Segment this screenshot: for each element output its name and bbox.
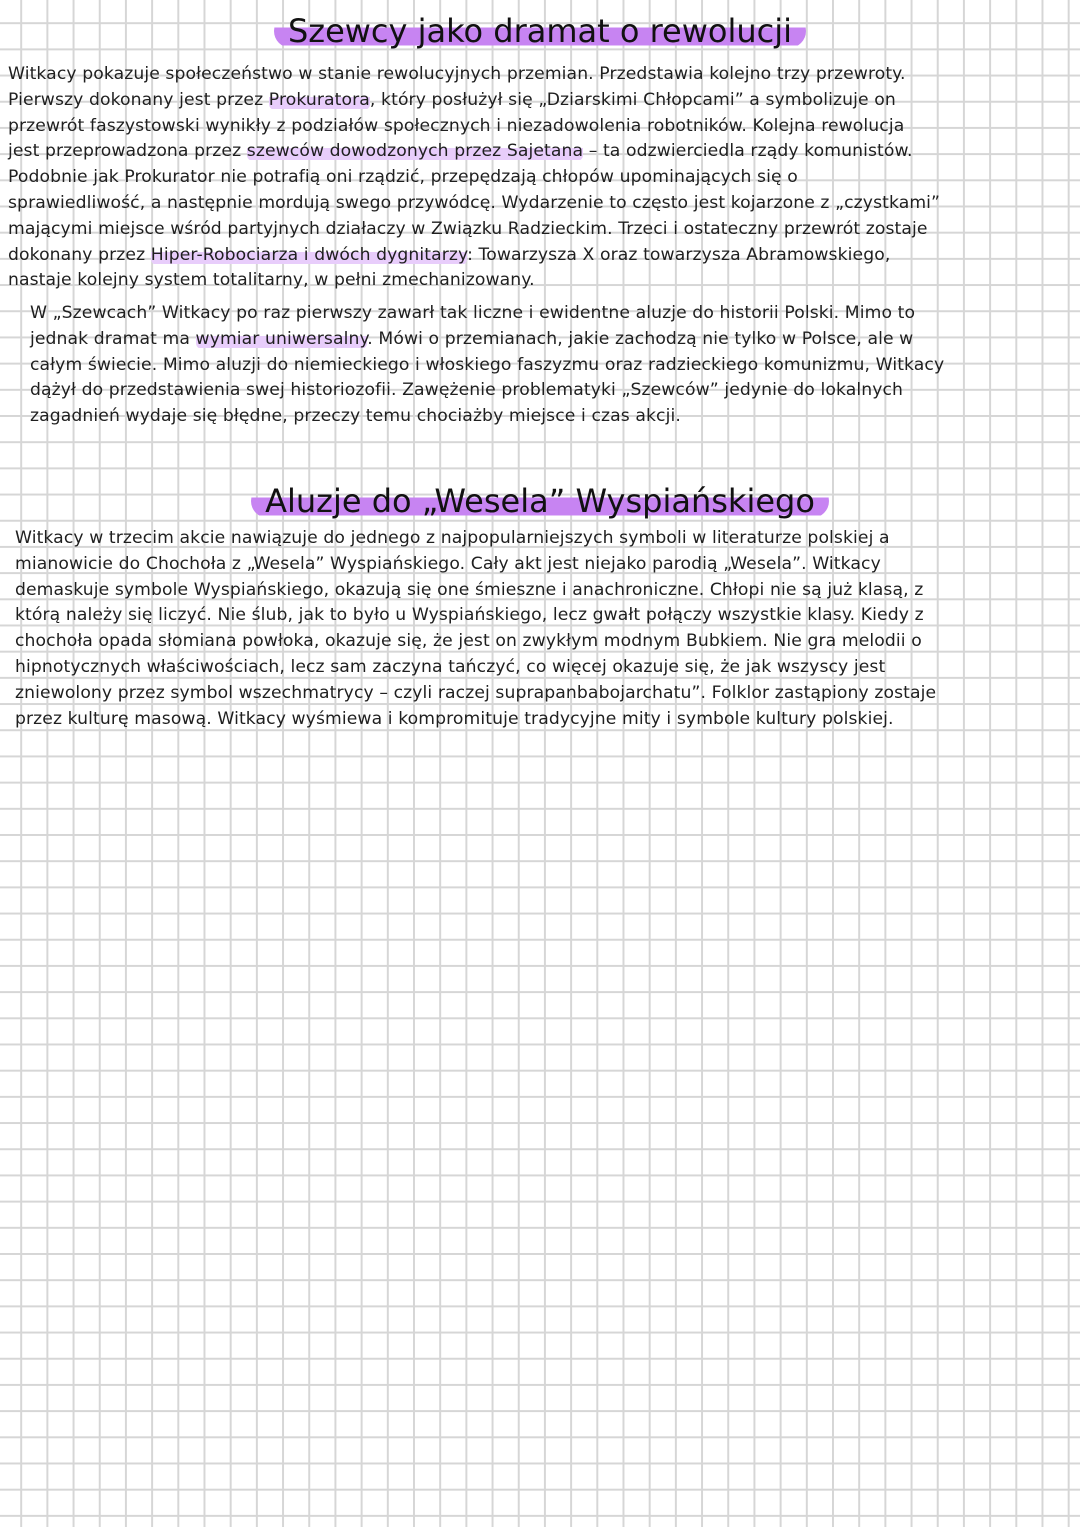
text-run: Witkacy w trzecim akcie nawiązuje do jednego z najpopularniejszych symboli w literaturze polskiej a: [15, 528, 890, 548]
text-line: [8, 88, 1076, 114]
text-run: zagadnień wydaje się błędne, przeczy temu chociażby miejsce i czas akcji.: [30, 406, 681, 427]
text-run: nastaje kolejny system totalitarny, w pełni zmechanizowany.: [8, 270, 535, 291]
text-run: Podobnie jak Prokurator nie potrafią oni rządzić, przepędzają chłopów upominających się o: [8, 167, 798, 188]
text-run: którą należy się liczyć. Nie ślub, jak to było u Wyspiańskiego, lecz gwałt połączy wszystkie klasy. Kiedy z: [15, 605, 924, 626]
text-line: [8, 191, 1076, 217]
text-run: jednak dramat ma: [30, 328, 196, 349]
section-1-title: Szewcy jako dramat o rewolucji: [274, 14, 806, 48]
section-1-paragraph-1: [8, 62, 1076, 294]
highlighted-phrase: Prokuratora: [268, 89, 370, 110]
text-line: [30, 404, 1075, 430]
text-run: Witkacy pokazuje społeczeństwo w stanie rewolucyjnych przemian. Przedstawia kolejno trzy przewroty.: [8, 64, 906, 84]
text-line: [8, 62, 1076, 88]
text-line: [8, 114, 1076, 140]
text-run: : Towarzysza X oraz towarzysza Abramowskiego,: [467, 244, 891, 265]
text-line: [30, 378, 1075, 404]
text-line: [8, 165, 1076, 191]
text-line: [15, 655, 1077, 681]
text-line: [30, 301, 1075, 327]
section-2-heading-row: [0, 484, 1080, 518]
text-line: [8, 139, 1076, 165]
text-run: przewrót faszystowski wynikły z podziałów społecznych i niezadowolenia robotników. Kolejna rewolucja: [8, 115, 905, 136]
section-1-paragraph-2: [30, 301, 1075, 430]
text-line: [30, 353, 1075, 379]
text-line: [15, 603, 1077, 629]
highlighted-phrase: szewców dowodzonych przez Sajetana: [246, 141, 584, 162]
text-run: demaskuje symbole Wyspiańskiego, okazują się one śmieszne i anachroniczne. Chłopi nie są już klasą, z: [15, 579, 924, 600]
text-line: [8, 217, 1076, 243]
text-run: jest przeprowadzona przez: [8, 141, 247, 162]
text-line: [8, 243, 1076, 269]
text-line: [8, 268, 1076, 294]
text-run: . Mówi o przemianach, jakie zachodzą nie tylko w Polsce, ale w: [367, 328, 914, 349]
highlighted-phrase: wymiar uniwersalny: [195, 328, 368, 349]
text-run: , który posłużył się „Dziarskimi Chłopcami” a symbolizuje on: [369, 89, 896, 110]
text-line: [30, 327, 1075, 353]
text-run: W „Szewcach” Witkacy po raz pierwszy zawarł tak liczne i ewidentne aluzje do historii Polski. Mimo to: [30, 303, 916, 323]
section-2-title: Aluzje do „Wesela” Wyspiańskiego: [251, 484, 829, 518]
text-line: [15, 707, 1077, 733]
text-run: całym świecie. Mimo aluzji do niemieckiego i włoskiego faszyzmu oraz radzieckiego komunizmu, Witkacy: [30, 354, 945, 375]
text-run: dążył do przedstawienia swej historiozofii. Zawężenie problematyki „Szewców” jedynie do lokalnych: [30, 380, 904, 401]
highlighted-phrase: Hiper-Robociarza i dwóch dygnitarzy: [150, 244, 468, 265]
text-run: przez kulturę masową. Witkacy wyśmiewa i kompromituje tradycyjne mity i symbole kultury polskiej.: [15, 708, 894, 729]
text-run: Pierwszy dokonany jest przez: [8, 89, 269, 110]
text-run: mianowicie do Chochoła z „Wesela” Wyspiańskiego. Cały akt jest niejako parodią „Wesela”. Witkacy: [15, 553, 881, 574]
text-run: chochoła opada słomiana powłoka, okazuje się, że jest on zwykłym modnym Bubkiem. Nie gra melodii o: [15, 631, 922, 652]
text-line: [15, 526, 1077, 552]
text-line: [15, 681, 1077, 707]
text-run: mającymi miejsce wśród partyjnych działaczy w Związku Radzieckim. Trzeci i ostateczny przewrót zostaje: [8, 218, 928, 239]
section-1-heading-row: [0, 14, 1080, 48]
text-run: – ta odzwierciedla rządy komunistów.: [583, 141, 913, 162]
text-run: hipnotycznych właściwościach, lecz sam zaczyna tańczyć, co więcej okazuje się, że jak wszyscy jest: [15, 656, 886, 677]
text-run: dokonany przez: [8, 244, 151, 265]
text-run: sprawiedliwość, a następnie mordują swego przywódcę. Wydarzenie to często jest kojarzone z „czystkami”: [8, 192, 941, 213]
section-2-paragraph-1: [15, 526, 1077, 732]
text-line: [15, 578, 1077, 604]
text-line: [15, 629, 1077, 655]
text-run: zniewolony przez symbol wszechmatrycy – czyli raczej suprapanbabojarchatu”. Folklor zastąpiony zostaje: [15, 682, 937, 703]
text-line: [15, 552, 1077, 578]
